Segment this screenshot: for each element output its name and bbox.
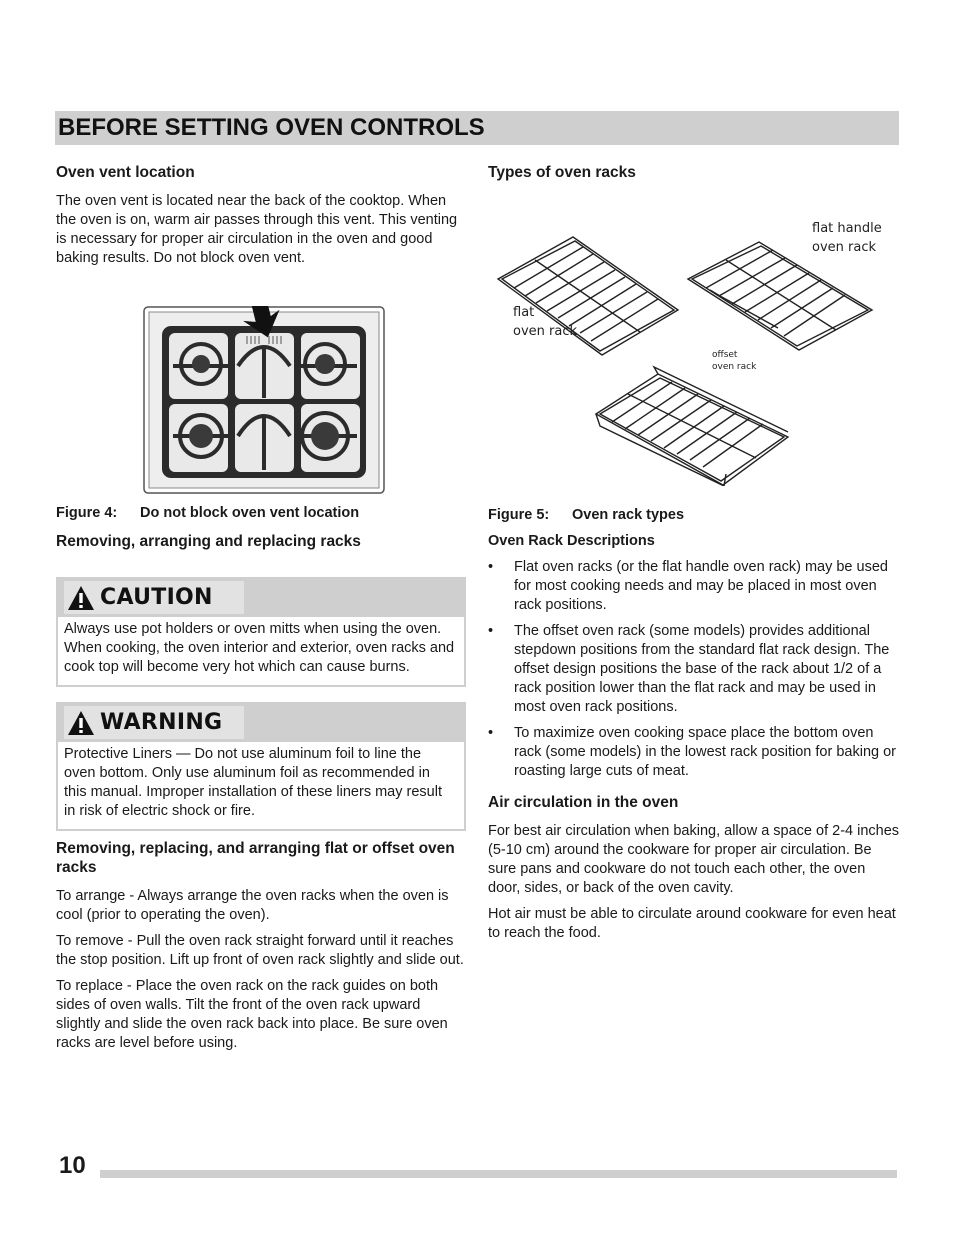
bullet-dot: • [488,559,494,575]
bullet-dot: • [488,623,494,639]
flat-rack-label-line2: oven rack [513,324,578,339]
air-text-1: For best air circulation when baking, allow a space of 2-4 inches (5-10 cm) around the cookware for proper air circulation. Be sure pans and cookware do not touch each other, the oven door, sides, or back of the oven cavity. [488,823,900,896]
warning-header [58,704,464,742]
flat-handle-label-line1: flat handle [812,221,882,236]
offset-rack-label [712,349,756,373]
warning-triangle-icon [66,709,96,737]
section-header-bar [55,111,899,145]
caution-text: Always use pot holders or oven mitts when using the oven. When cooking, the oven interior and exterior, oven racks and cook top will become very hot which can cause burns. [64,621,455,675]
air-text-2: Hot air must be able to circulate around cookware for even heat to reach the food. [488,906,896,941]
vent-heading: Oven vent location [56,164,195,181]
bullet-dot: • [488,725,494,741]
warning-label [64,706,244,739]
flat-handle-label-line2: oven rack [812,240,877,255]
list-item [488,558,900,615]
page-number: 10 [59,1152,86,1179]
offset-label-line1: offset [712,350,738,360]
cooktop-illustration [143,306,385,496]
page-title: BEFORE SETTING OVEN CONTROLS [58,114,485,141]
figure5-text: Oven rack types [572,507,685,523]
list-item [488,724,900,781]
cooktop-figure [143,306,385,496]
figure4-text: Do not block oven vent location [140,505,360,521]
remove-text: To remove - Pull the oven rack straight forward until it reaches the stop position. Lift up front of oven rack slightly and slide out. [56,933,464,968]
warning-box [56,702,466,831]
bullet-text: Flat oven racks (or the flat handle oven rack) may be used for most cooking needs and may be placed in most oven rack positions. [514,559,888,613]
racks-heading: Removing, arranging and replacing racks [56,533,361,550]
list-item [488,622,900,717]
offset-label-line2: oven rack [712,362,757,372]
bullet-text: To maximize oven cooking space place the bottom oven rack (some models) in the lowest rack position for baking or roasting large cuts of meat. [514,725,896,779]
warning-text: Protective Liners — Do not use aluminum foil to line the oven bottom. Only use aluminum foil as recommended in this manual. Improper installation of these liners may result in risk of electric shock or fire. [64,746,442,819]
caution-header [58,579,464,617]
vent-text: The oven vent is located near the back of the cooktop. When the oven is on, warm air passes through this vent. This venting is necessary for proper air circulation in the oven and good baking results. Do not block oven vent. [56,193,458,266]
replace-text: To replace - Place the oven rack on the rack guides on both sides of oven walls. Tilt the front of the oven rack upward slightly and slide the oven rack back into place. Be sure oven racks are level before using. [56,978,448,1051]
descriptions-heading: Oven Rack Descriptions [488,533,655,549]
footer-bar [100,1170,897,1178]
caution-label-text: CAUTION [100,585,213,610]
right-column [488,163,900,943]
figure4-caption [56,504,466,522]
air-heading: Air circulation in the oven [488,794,679,811]
rack-types-figure [488,192,900,486]
types-heading: Types of oven racks [488,164,636,181]
warning-triangle-icon [66,584,96,612]
figure5-number: Figure 5: [488,507,550,523]
rack-description-list [488,558,900,781]
flat-rack-label [513,303,577,341]
caution-label [64,581,244,614]
warning-label-text: WARNING [100,710,223,735]
figure5-caption [488,506,900,524]
bullet-text: The offset oven rack (some models) provides additional stepdown positions from the standard flat rack design. The offset design positions the base of the rack about 1/2 of a rack position lower than the flat rack and may be used in most oven rack positions. [514,623,890,715]
flat-offset-heading: Removing, replacing, and arranging flat or offset oven racks [56,840,455,876]
left-column [56,163,466,1053]
arrange-text: To arrange - Always arrange the oven racks when the oven is cool (prior to operating the oven). [56,888,449,923]
flat-handle-rack-label [812,219,882,257]
flat-rack-label-line1: flat [513,305,535,320]
figure4-number: Figure 4: [56,505,118,521]
caution-box [56,577,466,687]
